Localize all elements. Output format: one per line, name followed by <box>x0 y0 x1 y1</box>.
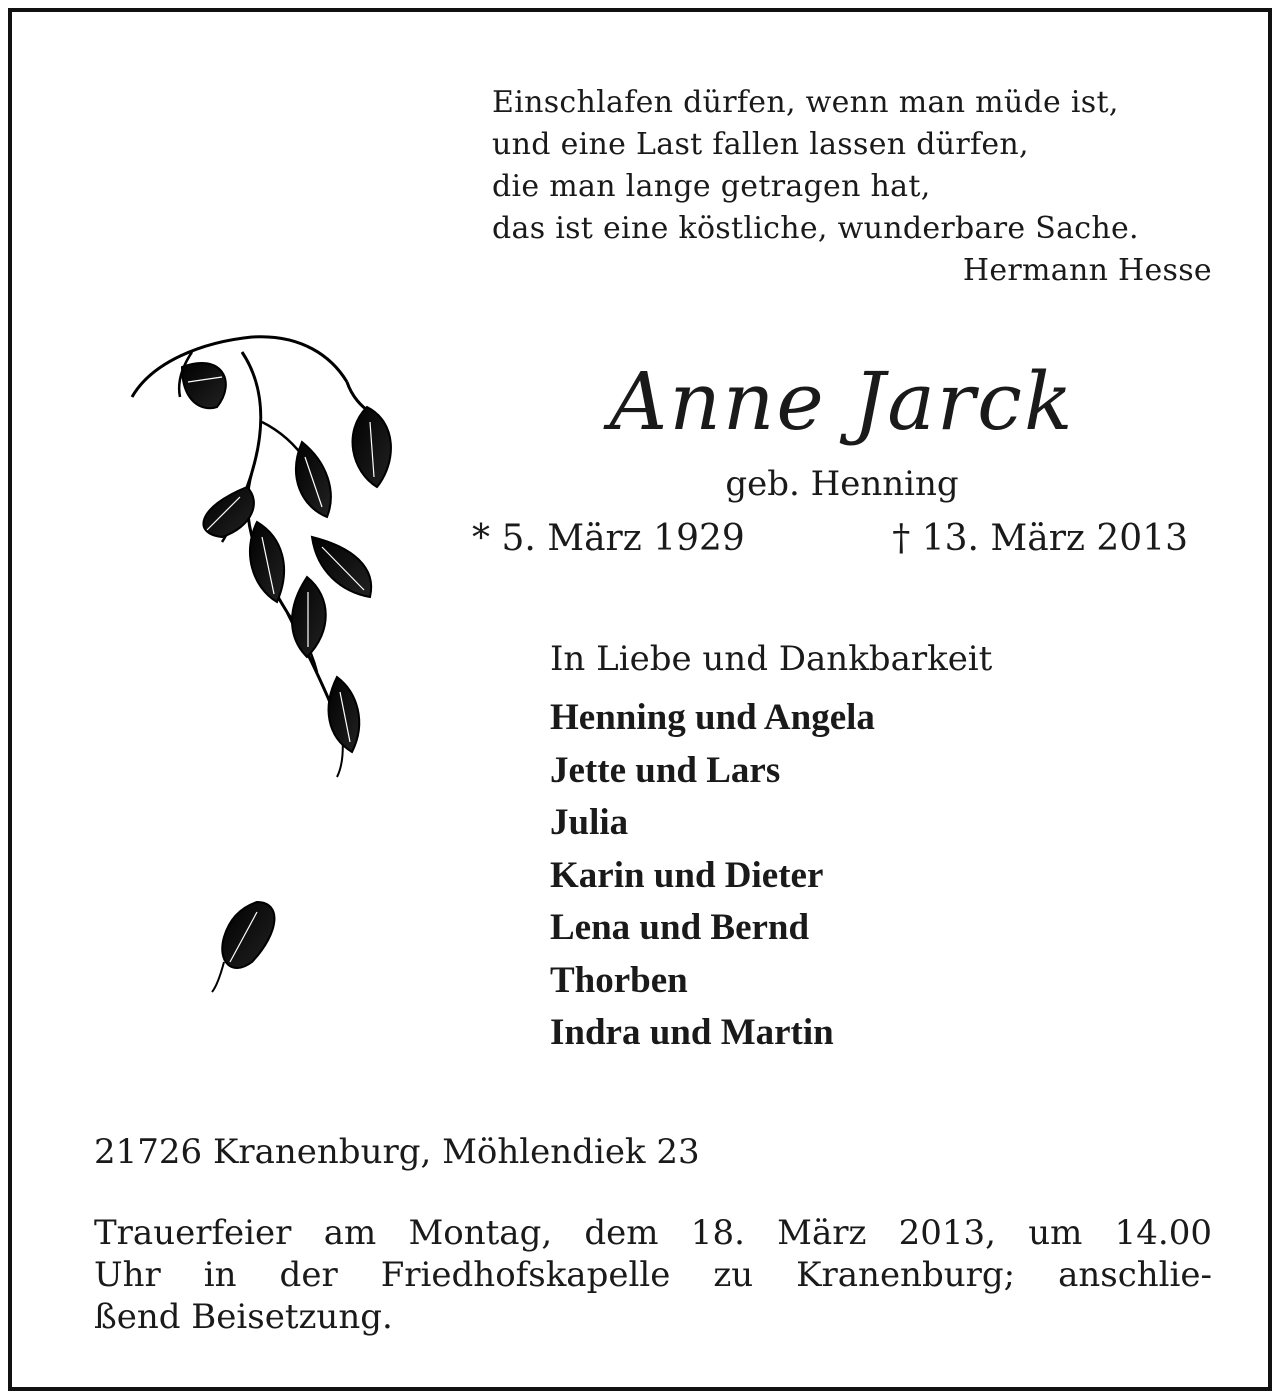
ceremony-line: ßend Beisetzung. <box>94 1297 393 1337</box>
death-date: † 13. März 2013 <box>892 518 1188 559</box>
mourner: Karin und Dieter <box>550 854 824 896</box>
poem-line: die man lange getragen hat, <box>492 169 931 204</box>
mourner: Indra und Martin <box>550 1012 834 1053</box>
poem-author: Hermann Hesse <box>962 253 1212 288</box>
mourner: Lena und Bernd <box>550 907 810 948</box>
ceremony-line: Uhr in der Friedhofskapelle zu Kranenburg; anschlie- <box>94 1255 1212 1295</box>
obituary-notice <box>8 8 1272 1391</box>
poem-line: das ist eine köstliche, wunderbare Sache. <box>492 211 1139 246</box>
poem <box>492 82 1212 292</box>
ceremony-info <box>94 1212 1212 1338</box>
mourner: Jette und Lars <box>550 749 781 791</box>
poem-line: und eine Last fallen lassen dürfen, <box>492 127 1029 162</box>
leaf-branch-icon <box>112 312 412 1012</box>
mourners-list <box>550 692 875 1060</box>
ceremony-line: Trauerfeier am Montag, dem 18. März 2013, um 14.00 <box>94 1213 1212 1253</box>
dedication: In Liebe und Dankbarkeit <box>550 639 993 679</box>
mourner: Thorben <box>550 959 688 1001</box>
mourner: Julia <box>550 802 629 843</box>
deceased-name: Anne Jarck <box>609 355 1075 448</box>
poem-line: Einschlafen dürfen, wenn man müde ist, <box>492 85 1119 120</box>
address: 21726 Kranenburg, Möhlendiek 23 <box>94 1132 700 1172</box>
mourner: Henning und Angela <box>550 697 875 738</box>
birth-date: * 5. März 1929 <box>472 518 745 559</box>
maiden-name: geb. Henning <box>725 464 959 504</box>
